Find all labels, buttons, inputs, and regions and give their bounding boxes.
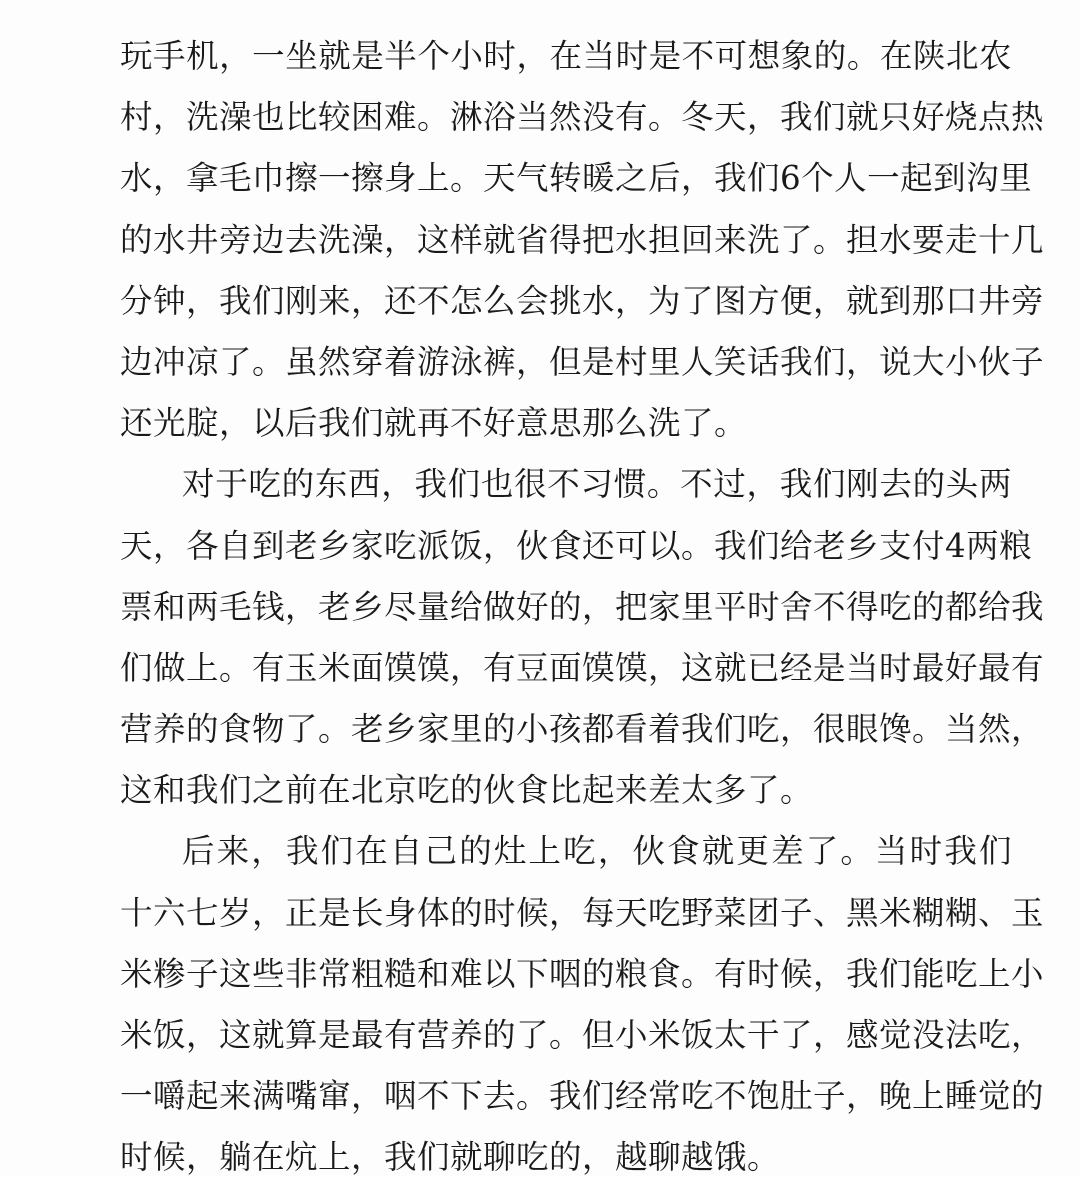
text-line: 的水井旁边去洗澡，这样就省得把水担回来洗了。担水要走十几 [120,220,1045,259]
text-line: 十六七岁，正是长身体的时候，每天吃野菜团子、黑米糊糊、玉 [120,893,1045,932]
text-line: 米糁子这些非常粗糙和难以下咽的粮食。有时候，我们能吃上小 [120,954,1045,993]
text-line: 营养的食物了。老乡家里的小孩都看着我们吃，很眼馋。当然， [120,710,1045,749]
text-line: 还光腚，以后我们就再不好意思那么洗了。 [120,404,748,443]
text-line: 玩手机，一坐就是半个小时，在当时是不可想象的。在陕北农 [120,37,1012,75]
text-line: 对于吃的东西，我们也很不习惯。不过，我们刚去的头两 [182,465,1012,504]
text-line: 票和两毛钱，老乡尽量给做好的，把家里平时舍不得吃的都给我 [120,587,1045,626]
text-line: 边冲凉了。虽然穿着游泳裤，但是村里人笑话我们，说大小伙子 [120,342,1045,381]
text-line: 分钟，我们刚来，还不怎么会挑水，为了图方便，就到那口井旁 [120,281,1045,320]
text-line: 天，各自到老乡家吃派饭，伙食还可以。我们给老乡支付4两粮 [120,526,1033,565]
text-line: 村，洗澡也比较困难。淋浴当然没有。冬天，我们就只好烧点热 [120,98,1045,137]
text-line: 后来，我们在自己的灶上吃，伙食就更差了。当时我们 [182,832,1012,871]
text-line: 时候，躺在炕上，我们就聊吃的，越聊越饿。 [120,1138,781,1177]
body-text [120,26,1045,1189]
text-line: 水，拿毛巾擦一擦身上。天气转暖之后，我们6个人一起到沟里 [120,159,1033,198]
text-line: 一嚼起来满嘴窜，咽不下去。我们经常吃不饱肚子，晚上睡觉的 [120,1077,1045,1116]
text-line: 米饭，这就算是最有营养的了。但小米饭太干了，感觉没法吃， [120,1016,1045,1054]
text-line: 们做上。有玉米面馍馍，有豆面馍馍，这就已经是当时最好最有 [120,648,1045,687]
text-line: 这和我们之前在北京吃的伙食比起来差太多了。 [120,771,814,810]
